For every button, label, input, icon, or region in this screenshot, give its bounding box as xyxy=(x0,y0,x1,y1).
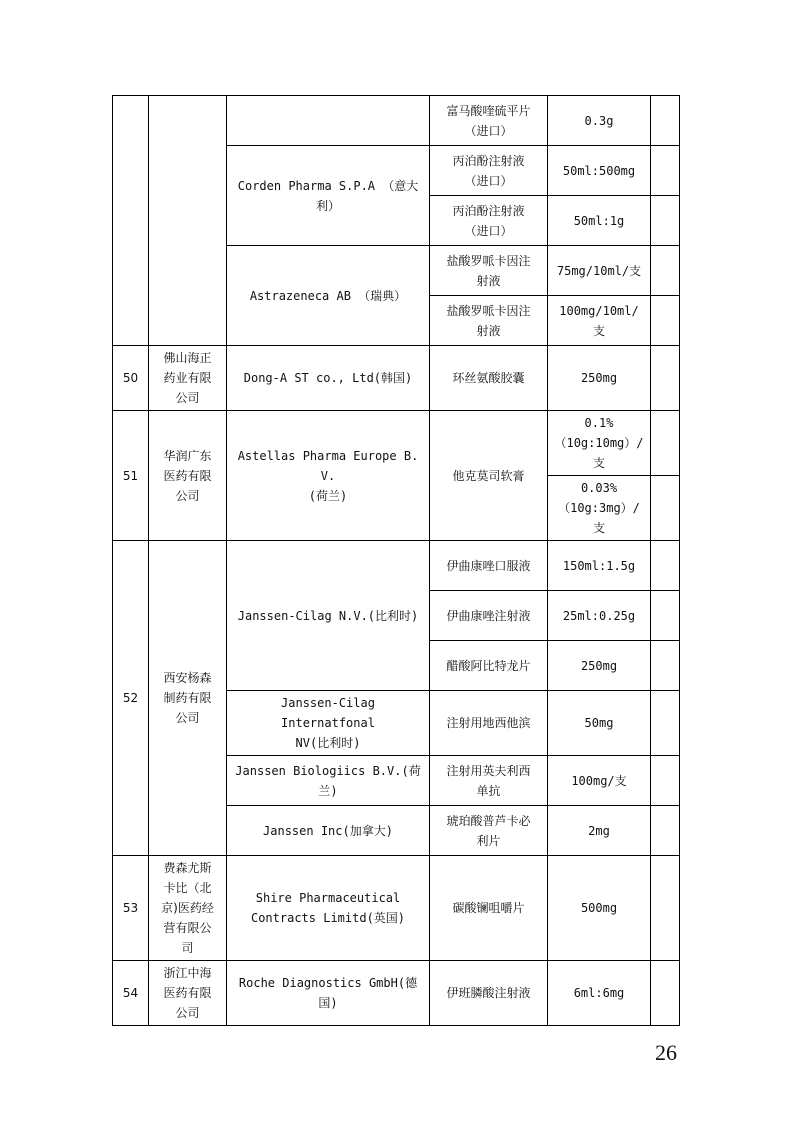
row-number: 52 xyxy=(113,541,149,856)
note-cell xyxy=(651,411,680,476)
row-number: 53 xyxy=(113,856,149,961)
spec-cell: 75mg/10ml/支 xyxy=(548,246,651,296)
table-row xyxy=(113,411,680,476)
spec-cell: 250mg xyxy=(548,641,651,691)
note-cell xyxy=(651,146,680,196)
product-cell: 醋酸阿比特龙片 xyxy=(430,641,548,691)
product-cell: 他克莫司软膏 xyxy=(430,411,548,541)
product-cell: 丙泊酚注射液 （进口） xyxy=(430,196,548,246)
company-cell: 华润广东 医药有限 公司 xyxy=(149,411,227,541)
note-cell xyxy=(651,476,680,541)
manufacturer-cell: Corden Pharma S.P.A （意大 利） xyxy=(227,146,430,246)
spec-cell: 0.1% （10g:10mg）/ 支 xyxy=(548,411,651,476)
spec-cell: 0.03% （10g:3mg）/ 支 xyxy=(548,476,651,541)
note-cell xyxy=(651,541,680,591)
manufacturer-cell xyxy=(227,96,430,146)
note-cell xyxy=(651,246,680,296)
table-row xyxy=(113,541,680,591)
manufacturer-cell: Janssen Biologiics B.V.(荷 兰) xyxy=(227,756,430,806)
table-row xyxy=(113,346,680,411)
note-cell xyxy=(651,756,680,806)
manufacturer-cell: Shire Pharmaceutical Contracts Limitd(英国) xyxy=(227,856,430,961)
note-cell xyxy=(651,806,680,856)
product-cell: 伊曲康唑注射液 xyxy=(430,591,548,641)
spec-cell: 50ml:1g xyxy=(548,196,651,246)
spec-cell: 150ml:1.5g xyxy=(548,541,651,591)
product-cell: 伊曲康唑口服液 xyxy=(430,541,548,591)
manufacturer-cell: Janssen Inc(加拿大) xyxy=(227,806,430,856)
product-cell: 注射用英夫利西 单抗 xyxy=(430,756,548,806)
product-cell: 注射用地西他滨 xyxy=(430,691,548,756)
spec-cell: 25ml:0.25g xyxy=(548,591,651,641)
product-cell: 盐酸罗哌卡因注 射液 xyxy=(430,246,548,296)
note-cell xyxy=(651,346,680,411)
table-row xyxy=(113,96,680,146)
note-cell xyxy=(651,691,680,756)
company-cell xyxy=(149,96,227,346)
spec-cell: 50mg xyxy=(548,691,651,756)
spec-cell: 100mg/10ml/ 支 xyxy=(548,296,651,346)
note-cell xyxy=(651,961,680,1026)
table-row xyxy=(113,856,680,961)
product-cell: 伊班膦酸注射液 xyxy=(430,961,548,1026)
company-cell: 浙江中海 医药有限 公司 xyxy=(149,961,227,1026)
manufacturer-cell: Astellas Pharma Europe B. V. (荷兰) xyxy=(227,411,430,541)
product-cell: 环丝氨酸胶囊 xyxy=(430,346,548,411)
spec-cell: 50ml:500mg xyxy=(548,146,651,196)
row-number xyxy=(113,96,149,346)
manufacturer-cell: Astrazeneca AB （瑞典） xyxy=(227,246,430,346)
note-cell xyxy=(651,856,680,961)
note-cell xyxy=(651,196,680,246)
manufacturer-cell: Janssen-Cilag Internatfonal NV(比利时) xyxy=(227,691,430,756)
row-number: 54 xyxy=(113,961,149,1026)
drug-table xyxy=(112,95,680,1026)
product-cell: 琥珀酸普芦卡必 利片 xyxy=(430,806,548,856)
company-cell: 西安杨森 制药有限 公司 xyxy=(149,541,227,856)
page-number: 26 xyxy=(655,1040,677,1065)
company-cell: 佛山海正 药业有限 公司 xyxy=(149,346,227,411)
table-row xyxy=(113,961,680,1026)
note-cell xyxy=(651,296,680,346)
product-cell: 盐酸罗哌卡因注 射液 xyxy=(430,296,548,346)
company-cell: 费森尤斯 卡比（北 京)医药经 营有限公 司 xyxy=(149,856,227,961)
product-cell: 碳酸镧咀嚼片 xyxy=(430,856,548,961)
spec-cell: 0.3g xyxy=(548,96,651,146)
spec-cell: 250mg xyxy=(548,346,651,411)
note-cell xyxy=(651,591,680,641)
product-cell: 丙泊酚注射液 （进口） xyxy=(430,146,548,196)
spec-cell: 2mg xyxy=(548,806,651,856)
spec-cell: 100mg/支 xyxy=(548,756,651,806)
note-cell xyxy=(651,96,680,146)
manufacturer-cell: Roche Diagnostics GmbH(德 国) xyxy=(227,961,430,1026)
note-cell xyxy=(651,641,680,691)
row-number: 50 xyxy=(113,346,149,411)
row-number: 51 xyxy=(113,411,149,541)
product-cell: 富马酸喹硫平片 （进口） xyxy=(430,96,548,146)
spec-cell: 500mg xyxy=(548,856,651,961)
manufacturer-cell: Dong-A ST co., Ltd(韩国) xyxy=(227,346,430,411)
spec-cell: 6ml:6mg xyxy=(548,961,651,1026)
manufacturer-cell: Janssen-Cilag N.V.(比利时) xyxy=(227,541,430,691)
